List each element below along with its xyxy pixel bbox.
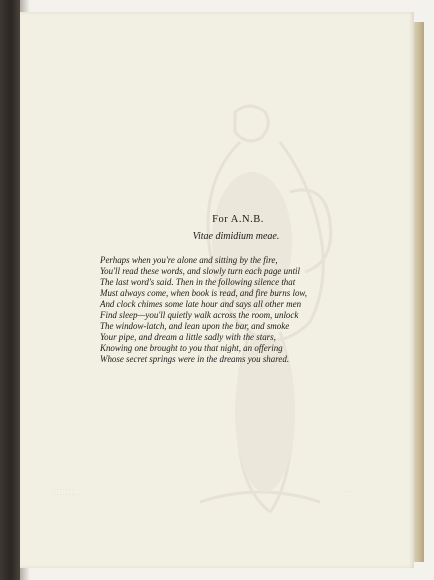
book-spine — [0, 0, 20, 580]
faded-caption-right: · · · · · — [342, 490, 356, 495]
dedication-heading: For A.N.B. — [212, 214, 264, 225]
poem-line: And clock chimes some late hour and says all other men — [100, 299, 302, 309]
dedication-epigraph: Vitae dimidium meae. — [192, 231, 280, 242]
poem-line: Perhaps when you're alone and sitting by the fire, — [100, 255, 278, 265]
poem-line: The last word's said. Then in the following silence that — [100, 277, 296, 287]
poem-line: The window-latch, and lean upon the bar, and smoke — [100, 321, 290, 331]
book-page — [20, 12, 414, 568]
poem-line: Your pipe, and dream a little sadly with the stars, — [100, 332, 276, 342]
faded-caption-left: · · · · · · · · · · · · · · · · — [54, 488, 79, 498]
poem-line: Find sleep—you'll quietly walk across the room, unlock — [100, 310, 299, 320]
poem-line: Knowing one brought to you that night, an offering — [100, 343, 283, 353]
poem-line: You'll read these words, and slowly turn each page until — [100, 266, 301, 276]
poem-line: Must always come, when book is read, and fire burns low, — [100, 288, 307, 298]
poem-line: Whose secret springs were in the dreams you shared. — [100, 354, 290, 364]
dedication-block — [100, 214, 372, 365]
dedication-poem — [100, 255, 372, 365]
page-edges — [414, 22, 424, 562]
